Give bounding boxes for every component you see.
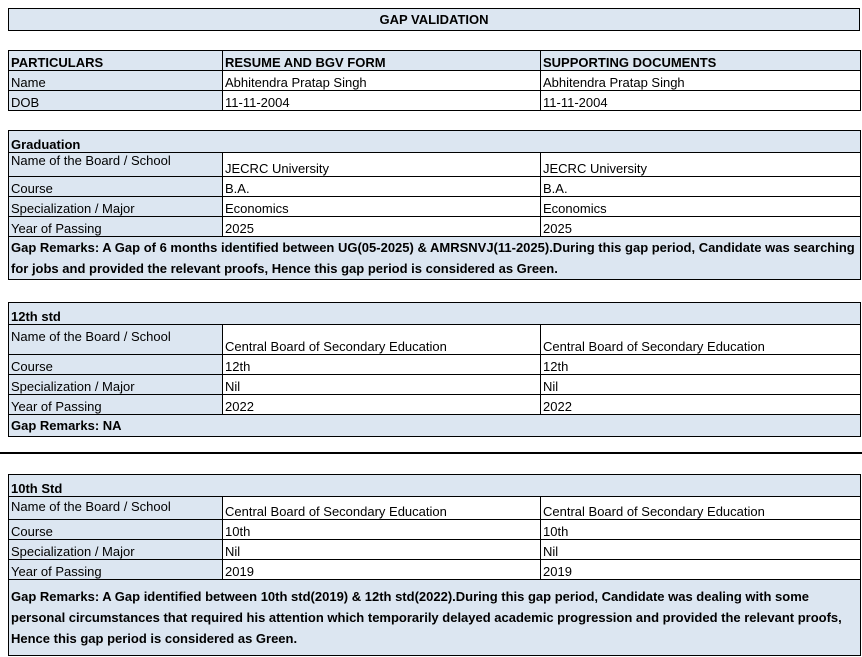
table-row <box>9 71 861 91</box>
header-resume: RESUME AND BGV FORM <box>223 51 541 71</box>
gap-remarks: Gap Remarks: A Gap identified between 10th std(2019) & 12th std(2022).During this gap period, Candidate was dealing with some personal circumstances that required his attention which temporarily delayed academic progression and provided the relevant proofs, Hence this gap period is considered as Green. <box>9 580 861 656</box>
table-row <box>9 395 861 415</box>
docs-value: 2019 <box>541 560 861 580</box>
docs-value: 11-11-2004 <box>541 91 861 111</box>
docs-value: 12th <box>541 355 861 375</box>
resume-value: B.A. <box>223 177 541 197</box>
resume-value: 2019 <box>223 560 541 580</box>
row-label: Specialization / Major <box>9 375 223 395</box>
resume-value: Nil <box>223 540 541 560</box>
row-label: Year of Passing <box>9 395 223 415</box>
row-label: Course <box>9 355 223 375</box>
table-row <box>9 325 861 355</box>
header-row <box>9 51 861 71</box>
personal-table <box>8 50 861 111</box>
section-title: 12th std <box>9 303 861 325</box>
row-label: Year of Passing <box>9 217 223 237</box>
table-row <box>9 540 861 560</box>
row-label: Course <box>9 177 223 197</box>
docs-value: B.A. <box>541 177 861 197</box>
10th-table <box>8 474 861 656</box>
resume-value: Central Board of Secondary Education <box>223 497 541 520</box>
docs-value: Nil <box>541 375 861 395</box>
table-row <box>9 560 861 580</box>
row-label: Name <box>9 71 223 91</box>
row-label: Specialization / Major <box>9 197 223 217</box>
table-row <box>9 497 861 520</box>
row-label: Specialization / Major <box>9 540 223 560</box>
12th-table <box>8 302 861 437</box>
row-label: Name of the Board / School <box>9 497 223 520</box>
row-label: Course <box>9 520 223 540</box>
docs-value: Central Board of Secondary Education <box>541 325 861 355</box>
header-particulars: PARTICULARS <box>9 51 223 71</box>
resume-value: 2025 <box>223 217 541 237</box>
resume-value: 10th <box>223 520 541 540</box>
table-row <box>9 197 861 217</box>
section-title: Graduation <box>9 131 861 153</box>
docs-value: Nil <box>541 540 861 560</box>
docs-value: 2025 <box>541 217 861 237</box>
row-label: DOB <box>9 91 223 111</box>
docs-value: Central Board of Secondary Education <box>541 497 861 520</box>
row-label: Name of the Board / School <box>9 153 223 177</box>
docs-value: Economics <box>541 197 861 217</box>
table-row <box>9 91 861 111</box>
row-label: Year of Passing <box>9 560 223 580</box>
table-row <box>9 177 861 197</box>
table-row <box>9 520 861 540</box>
resume-value: 11-11-2004 <box>223 91 541 111</box>
resume-value: Economics <box>223 197 541 217</box>
resume-value: 2022 <box>223 395 541 415</box>
graduation-table <box>8 130 861 280</box>
docs-value: JECRC University <box>541 153 861 177</box>
section-divider <box>0 452 862 454</box>
resume-value: 12th <box>223 355 541 375</box>
resume-value: Nil <box>223 375 541 395</box>
docs-value: Abhitendra Pratap Singh <box>541 71 861 91</box>
gap-remarks: Gap Remarks: A Gap of 6 months identified between UG(05-2025) & AMRSNVJ(11-2025).During this gap period, Candidate was searching for jobs and provided the relevant proofs, Hence this gap period is considered as Green. <box>9 237 861 280</box>
resume-value: Central Board of Secondary Education <box>223 325 541 355</box>
docs-value: 10th <box>541 520 861 540</box>
header-supporting: SUPPORTING DOCUMENTS <box>541 51 861 71</box>
resume-value: Abhitendra Pratap Singh <box>223 71 541 91</box>
row-label: Name of the Board / School <box>9 325 223 355</box>
table-row <box>9 153 861 177</box>
table-row <box>9 355 861 375</box>
docs-value: 2022 <box>541 395 861 415</box>
table-row <box>9 217 861 237</box>
table-row <box>9 375 861 395</box>
page-title: GAP VALIDATION <box>8 8 860 31</box>
section-title: 10th Std <box>9 475 861 497</box>
resume-value: JECRC University <box>223 153 541 177</box>
gap-remarks: Gap Remarks: NA <box>9 415 861 437</box>
